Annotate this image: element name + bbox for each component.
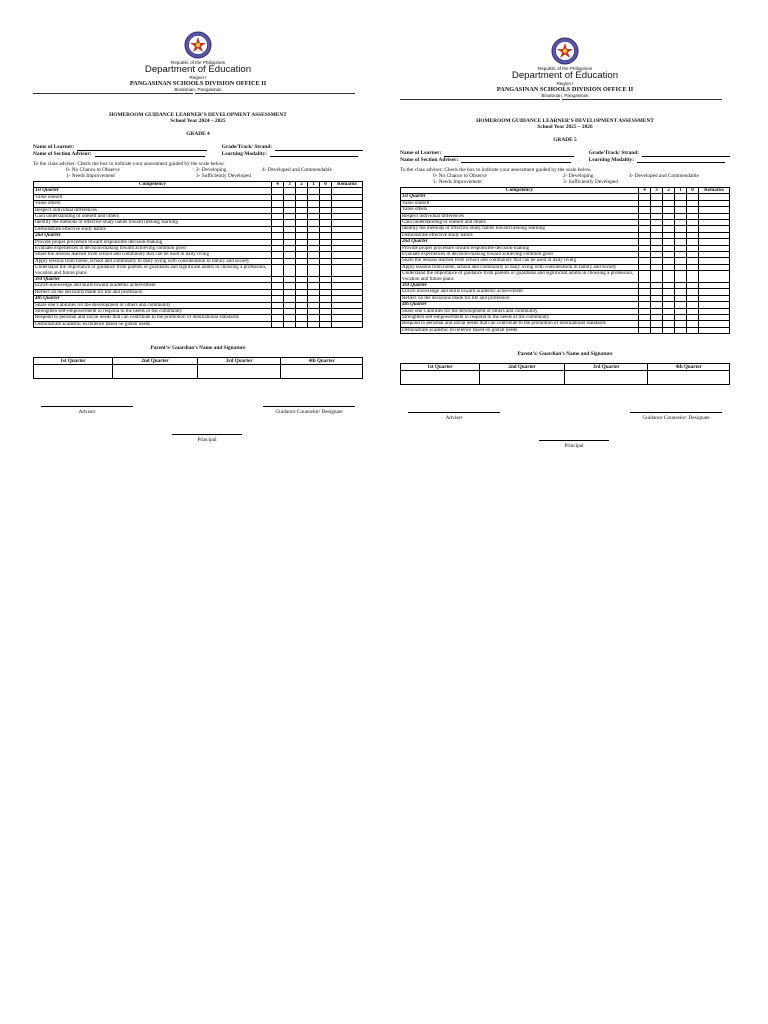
quarter-heading: 4th Quarter: [34, 296, 272, 302]
competency-cell: Share one’s abilities for the development of others and community: [34, 302, 272, 308]
learner-name-field[interactable]: [77, 145, 207, 151]
competency-cell: Demonstrate effective study habits: [34, 226, 272, 232]
remarks-cell[interactable]: [332, 265, 363, 277]
strand-label: Grade/Track/ Strand:: [588, 150, 639, 156]
table-row: [401, 271, 730, 283]
rating-box-2[interactable]: [663, 271, 675, 283]
competency-cell: Gain understanding of oneself and others: [34, 213, 272, 219]
instruction-text: To the class adviser: Check the box to indicate your assessment guided by the scale below.: [400, 167, 592, 174]
col-3: 3: [651, 187, 663, 193]
department-title: Department of Education: [511, 70, 619, 81]
deped-seal-icon: [551, 37, 579, 65]
rating-box-1[interactable]: [308, 265, 320, 277]
competency-cell: Value others: [34, 201, 272, 207]
competency-cell: Respect individual differences: [34, 207, 272, 213]
school-year: School Year 2024 – 2025: [170, 118, 226, 124]
adviser-signature: Adviser: [41, 406, 133, 415]
rating-box-3[interactable]: [651, 327, 663, 333]
modality-label: Learning Modality:: [588, 156, 634, 163]
learner-name-label: Name of Learner:: [400, 150, 442, 156]
competency-table: [400, 187, 730, 334]
rating-box-4[interactable]: [272, 321, 284, 327]
strand-field[interactable]: [642, 151, 730, 157]
quarter-header-row: [34, 358, 363, 365]
quarter-heading: 1st Quarter: [34, 188, 272, 194]
modality-field[interactable]: [270, 151, 358, 157]
header-rules: [33, 92, 363, 98]
sig-cell-q3[interactable]: [198, 365, 281, 379]
col-remarks: Remarks: [699, 187, 730, 193]
competency-cell: Demonstrate academic excellence based on global needs: [34, 321, 272, 327]
competency-cell: Respect individual differences: [401, 213, 639, 219]
competency-cell: Apply lessons from home, school and community to daily living with consideration in family and society: [401, 264, 639, 270]
strand-field[interactable]: [275, 145, 363, 151]
learner-info: [400, 150, 730, 163]
competency-cell: Strengthen self-empowerment to respond to the needs of the community: [34, 309, 272, 315]
deped-seal-icon: [184, 31, 212, 59]
sig-cell-q1[interactable]: [401, 371, 480, 385]
header-rules: [400, 98, 730, 104]
signature-row: [34, 365, 363, 379]
competency-cell: Value others: [401, 207, 639, 213]
rating-box-4[interactable]: [639, 327, 651, 333]
col-3: 3: [284, 181, 296, 187]
competency-cell: Enrich knowledge and skills toward academic achievement: [401, 289, 639, 295]
remarks-cell[interactable]: [699, 327, 730, 333]
quarter-heading: 2nd Quarter: [34, 233, 272, 239]
grade-label: GRADE 4: [186, 131, 210, 137]
competency-cell: Provide proper procedure toward responsible decision-making: [34, 239, 272, 245]
department-title: Department of Education: [144, 64, 252, 75]
rating-box-1[interactable]: [675, 271, 687, 283]
rating-box-0[interactable]: [687, 271, 699, 283]
rating-box-4[interactable]: [272, 265, 284, 277]
principal-signature: Principal: [172, 434, 242, 443]
col-1: 1: [308, 181, 320, 187]
parent-signature-title: Parent’s/ Guardian’s Name and Signature: [150, 345, 246, 352]
sig-cell-q4[interactable]: [281, 365, 363, 379]
modality-field[interactable]: [637, 157, 725, 163]
header-rule-left: [33, 93, 193, 94]
sig-q3: 3rd Quarter: [565, 364, 648, 371]
header-rule-right: [195, 93, 355, 94]
remarks-cell[interactable]: [332, 321, 363, 327]
adviser-signature: Adviser: [408, 412, 500, 421]
division-label: PANGASINAN SCHOOLS DIVISION OFFICE II: [129, 80, 267, 87]
competency-cell: Demonstrate academic excellence based on global needs: [401, 327, 639, 333]
rating-box-2[interactable]: [296, 265, 308, 277]
rating-box-2[interactable]: [663, 327, 675, 333]
division-label: PANGASINAN SCHOOLS DIVISION OFFICE II: [496, 86, 634, 93]
sig-cell-q1[interactable]: [34, 365, 113, 379]
sig-cell-q2[interactable]: [113, 365, 198, 379]
signature-row: [401, 371, 730, 385]
header-rule-right: [562, 99, 722, 100]
learner-name-field[interactable]: [444, 151, 574, 157]
letterhead: [33, 31, 363, 92]
instruction-text: To the class adviser: Check the box to indicate your assessment guided by the scale below.: [33, 161, 225, 168]
republic-label: Republic of the Philippines: [537, 66, 593, 71]
col-2: 2: [296, 181, 308, 187]
scale-3: 3- Sufficiently Developed: [196, 173, 251, 179]
col-remarks: Remarks: [332, 181, 363, 187]
rating-box-4[interactable]: [639, 271, 651, 283]
competency-cell: Respond to personal and social needs that can contribute to the promotion of international standards: [401, 321, 639, 327]
counselor-signature: Guidance Counselor/ Designate: [630, 412, 722, 421]
competency-table: [33, 181, 363, 328]
col-4: 4: [639, 187, 651, 193]
scale-2: 2- Developing: [563, 173, 594, 180]
sig-q4: 4th Quarter: [281, 358, 363, 365]
advisor-name-field[interactable]: [461, 157, 571, 163]
republic-label: Republic of the Philippines: [170, 60, 226, 65]
rating-box-3[interactable]: [284, 321, 296, 327]
city-label: Binalonan, Pangasinan: [541, 93, 589, 98]
competency-cell: Value oneself: [401, 200, 639, 206]
learner-name-label: Name of Learner:: [33, 144, 75, 150]
scale-1: 1- Needs Improvement: [433, 179, 482, 185]
competency-cell: Strengthen self-empowerment to respond to the needs of the community: [401, 315, 639, 321]
signatory-area: [400, 385, 730, 455]
competency-cell: Evaluate experiences in decision-making toward achieving common good: [34, 245, 272, 251]
sig-cell-q3[interactable]: [565, 371, 648, 385]
sig-q2: 2nd Quarter: [480, 364, 565, 371]
rating-box-1[interactable]: [308, 321, 320, 327]
competency-cell: Understand the importance of guidance from parents or guardians and significant adults in choosing a profession, vocation and future plans: [401, 271, 639, 283]
col-4: 4: [272, 181, 284, 187]
quarter-heading: 2nd Quarter: [401, 239, 639, 245]
col-competency: Competency: [34, 181, 272, 187]
col-0: 0: [320, 181, 332, 187]
col-2: 2: [663, 187, 675, 193]
col-1: 1: [675, 187, 687, 193]
grade-label: GRADE 5: [553, 137, 577, 143]
strand-label: Grade/Track/ Strand:: [221, 144, 272, 150]
sig-q1: 1st Quarter: [34, 358, 113, 365]
parent-signature-table: [400, 363, 730, 385]
region-label: Region I: [556, 81, 574, 86]
letterhead: [400, 37, 730, 98]
scale-4: 4- Developed and Commendable: [262, 167, 332, 174]
sig-cell-q4[interactable]: [648, 371, 730, 385]
col-competency: Competency: [401, 187, 639, 193]
signatory-area: [33, 379, 363, 449]
rating-box-2[interactable]: [296, 321, 308, 327]
rating-box-1[interactable]: [675, 327, 687, 333]
col-0: 0: [687, 187, 699, 193]
competency-cell: Reflect on the decisions made for life and profession: [401, 295, 639, 301]
quarter-header-row: [401, 364, 730, 371]
sig-q3: 3rd Quarter: [198, 358, 281, 365]
sig-q2: 2nd Quarter: [113, 358, 198, 365]
modality-label: Learning Modality:: [221, 150, 267, 157]
competency-cell: Respond to personal and social needs that can contribute to the promotion of international standards: [34, 315, 272, 321]
sig-q4: 4th Quarter: [648, 364, 730, 371]
competency-cell: Gain understanding of oneself and others: [401, 219, 639, 225]
rating-box-0[interactable]: [320, 321, 332, 327]
competency-cell: Apply lessons from home, school and community to daily living with consideration to family and society: [34, 258, 272, 264]
advisor-name-label: Name of Section Advisor:: [33, 150, 92, 157]
form-title: HOMEROOM GUIDANCE LEARNER’S DEVELOPMENT ASSESSMENT: [109, 112, 287, 118]
form-title: HOMEROOM GUIDANCE LEARNER’S DEVELOPMENT ASSESSMENT: [476, 118, 654, 124]
competency-cell: Evaluate experiences in decision-making toward achieving common good: [401, 251, 639, 257]
region-label: Region I: [189, 75, 207, 80]
parent-signature-title: Parent’s/ Guardian’s Name and Signature: [517, 351, 613, 358]
principal-signature: Principal: [539, 440, 609, 449]
competency-cell: Enrich knowledge and skills toward academic achievement: [34, 283, 272, 289]
scale-3: 3- Sufficiently Developed: [563, 179, 618, 185]
rating-box-3[interactable]: [651, 271, 663, 283]
assessment-form-grade-5: [400, 37, 730, 455]
counselor-signature: Guidance Counselor/ Designate: [263, 406, 355, 415]
school-year: School Year 2025 – 2026: [537, 124, 593, 130]
city-label: Binalonan, Pangasinan: [174, 87, 222, 92]
competency-cell: Share the lessons learned from school and community that can be used in daily living: [34, 252, 272, 258]
quarter-heading: 3rd Quarter: [34, 277, 272, 283]
competency-cell: Identify the methods of effective study habits toward lifelong learning: [401, 226, 639, 232]
sig-cell-q2[interactable]: [480, 371, 565, 385]
parent-signature-table: [33, 357, 363, 379]
table-row: [34, 265, 363, 277]
competency-cell: Provide proper procedure toward responsible decision-making: [401, 245, 639, 251]
rating-box-0[interactable]: [687, 327, 699, 333]
quarter-heading: 3rd Quarter: [401, 283, 639, 289]
rating-box-3[interactable]: [284, 265, 296, 277]
sig-q1: 1st Quarter: [401, 364, 480, 371]
table-row: [401, 327, 730, 333]
scale-1: 1- Needs Improvement: [66, 173, 115, 179]
competency-cell: Reflect on the decisions made for life and profession: [34, 289, 272, 295]
instructions: [400, 168, 730, 186]
table-row: [34, 321, 363, 327]
competency-cell: Share one’s abilities for the development of others and community: [401, 308, 639, 314]
remarks-cell[interactable]: [699, 271, 730, 283]
learner-info: [33, 144, 363, 157]
scale-0: 0- No Chance to Observe: [433, 173, 487, 180]
competency-cell: Share the lessons learned from school and community that can be used in daily living: [401, 258, 639, 264]
competency-cell: Value oneself: [34, 194, 272, 200]
advisor-name-label: Name of Section Adviser:: [400, 156, 459, 163]
quarter-heading: 4th Quarter: [401, 302, 639, 308]
rating-box-0[interactable]: [320, 265, 332, 277]
competency-cell: Understand the importance of guidance from parents or guardians and significant adults in choosing a profession, vocation and future plans: [34, 265, 272, 277]
assessment-form-grade-4: [33, 31, 363, 449]
quarter-heading: 1st Quarter: [401, 194, 639, 200]
advisor-name-field[interactable]: [95, 151, 205, 157]
scale-4: 4- Developed and Commendable: [629, 173, 699, 180]
competency-cell: Demonstrate effective study habits: [401, 232, 639, 238]
scale-2: 2- Developing: [196, 167, 227, 174]
instructions: [33, 162, 363, 180]
header-rule-left: [400, 99, 560, 100]
scale-0: 0- No Chance to Observe: [66, 167, 120, 174]
competency-cell: Identify the methods of effective study habits toward lifelong learning: [34, 220, 272, 226]
